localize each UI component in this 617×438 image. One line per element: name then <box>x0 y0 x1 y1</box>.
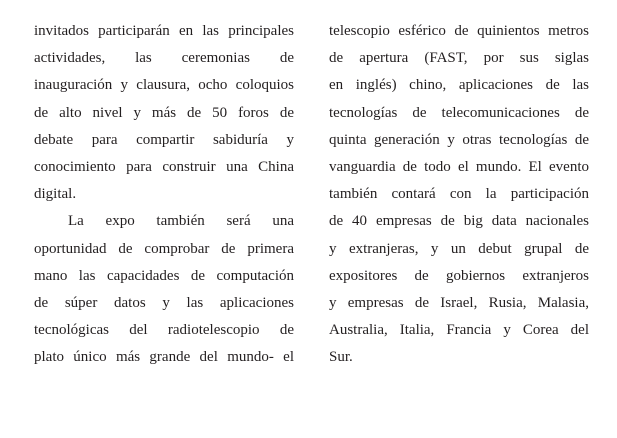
text-line: Australia, Italia, Francia y Corea del <box>329 322 589 339</box>
text-line: en inglés) chino, aplicaciones de las <box>329 77 589 94</box>
right-column <box>329 18 589 371</box>
text-line: invitados participarán en las principales <box>34 23 294 39</box>
left-column <box>34 18 294 371</box>
text-line: inauguración y clausura, ocho coloquios <box>34 77 294 94</box>
text-line: mano las capacidades de computación <box>34 267 294 284</box>
text-line: telescopio esférico de quinientos metros <box>329 23 589 39</box>
text-line: conocimiento para construir una China <box>34 158 294 175</box>
text-line: plato único más grande del mundo- el <box>34 349 294 366</box>
text-line: quinta generación y otras tecnologías de <box>329 131 589 148</box>
paragraph-start-line: La expo también será una <box>68 213 294 230</box>
text-line: oportunidad de comprobar de primera <box>34 240 294 257</box>
text-line: vanguardia de todo el mundo. El evento <box>329 158 589 175</box>
paragraph-end-line: digital. <box>34 186 77 203</box>
paragraph-end-line: Sur. <box>329 349 353 366</box>
text-line: de 40 empresas de big data nacionales <box>329 213 589 230</box>
text-line: actividades, las ceremonias de <box>34 50 294 67</box>
text-line: también contará con la participación <box>329 186 589 203</box>
text-line: debate para compartir sabiduría y <box>34 131 294 148</box>
text-line: de apertura (FAST, por sus siglas <box>329 50 589 67</box>
text-line: tecnológicas del radiotelescopio de <box>34 322 294 339</box>
text-line: tecnologías de telecomunicaciones de <box>329 104 589 121</box>
text-line: de alto nivel y más de 50 foros de <box>34 104 294 121</box>
text-line: y extranjeras, y un debut grupal de <box>329 240 589 257</box>
text-line: de súper datos y las aplicaciones <box>34 294 294 311</box>
text-line: expositores de gobiernos extranjeros <box>329 267 589 284</box>
text-line: y empresas de Israel, Rusia, Malasia, <box>329 294 589 311</box>
